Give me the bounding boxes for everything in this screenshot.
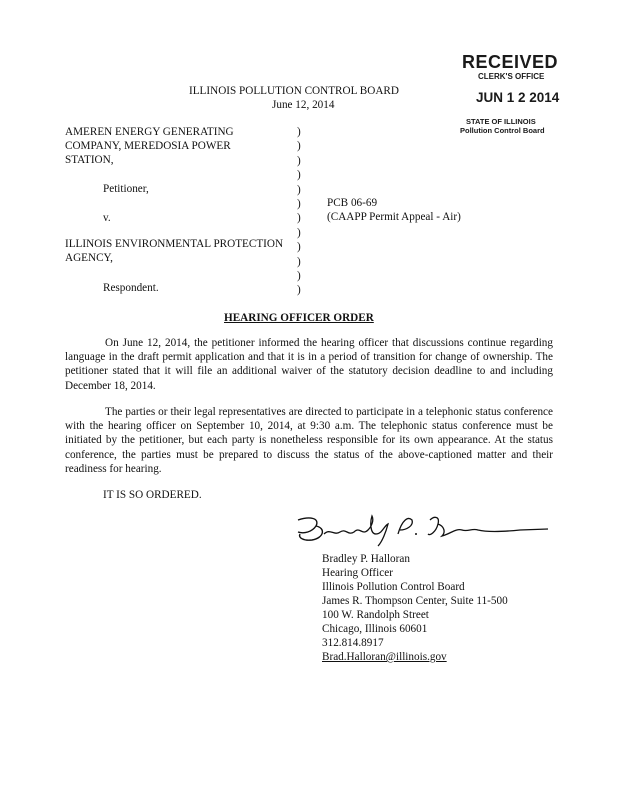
board-heading: ILLINOIS POLLUTION CONTROL BOARD: [189, 85, 399, 97]
stamp-clerks-office: CLERK'S OFFICE: [478, 72, 545, 81]
signature-image: [290, 512, 550, 548]
signer-phone: 312.814.8917: [322, 637, 384, 649]
petitioner-line-3: STATION,: [65, 154, 114, 166]
stamp-board: Pollution Control Board: [460, 126, 545, 135]
paragraph-2-text: The parties or their legal representatives are directed to participate in a telephonic status conference with the hearing officer on September 10, 2014, at 9:30 a.m. The telephonic status conference must be initiated by the petitioner, but each party is nonetheless responsible for its own appearance. At the status conference, the parties must be prepared to discuss the status of the above-captioned matter and their readiness for hearing.: [65, 406, 553, 475]
paragraph-1-text: On June 12, 2014, the petitioner informed the hearing officer that discussions continue regarding language in the draft permit application and that it is in a period of transition for change of ownership. The petitioner stated that it will file an additional waiver of the statutory decision deadline to and including December 18, 2014.: [65, 337, 553, 392]
respondent-line-2: AGENCY,: [65, 252, 113, 264]
signer-name: Bradley P. Halloran: [322, 553, 410, 565]
signer-address-1: James R. Thompson Center, Suite 11-500: [322, 595, 508, 607]
case-type: (CAAPP Permit Appeal - Air): [327, 211, 461, 223]
stamp-date: JUN 1 2 2014: [476, 90, 560, 105]
signer-board: Illinois Pollution Control Board: [322, 581, 465, 593]
petitioner-line-2: COMPANY, MEREDOSIA POWER: [65, 140, 231, 152]
caption-parentheses: ) ) ) ) ) ) ) ) ) ) ) ): [297, 126, 301, 297]
respondent-line-1: ILLINOIS ENVIRONMENTAL PROTECTION: [65, 238, 284, 250]
order-date: June 12, 2014: [272, 99, 335, 111]
signer-address-2: 100 W. Randolph Street: [322, 609, 429, 621]
so-ordered: IT IS SO ORDERED.: [103, 489, 202, 501]
order-title: [224, 311, 374, 325]
stamp-received: RECEIVED: [462, 52, 559, 72]
versus: v.: [103, 212, 111, 224]
order-title-text: HEARING OFFICER ORDER: [224, 312, 374, 324]
order-paragraph-1: [65, 336, 553, 393]
stamp-state: STATE OF ILLINOIS: [466, 117, 536, 126]
signer-city: Chicago, Illinois 60601: [322, 623, 428, 635]
petitioner-line-1: AMEREN ENERGY GENERATING: [65, 126, 234, 138]
order-paragraph-2: [65, 405, 553, 476]
signer-title: Hearing Officer: [322, 567, 393, 579]
respondent-label: Respondent.: [103, 282, 159, 294]
signer-email[interactable]: Brad.Halloran@illinois.gov: [322, 651, 447, 663]
petitioner-label: Petitioner,: [103, 183, 149, 195]
case-number: PCB 06-69: [327, 197, 378, 209]
